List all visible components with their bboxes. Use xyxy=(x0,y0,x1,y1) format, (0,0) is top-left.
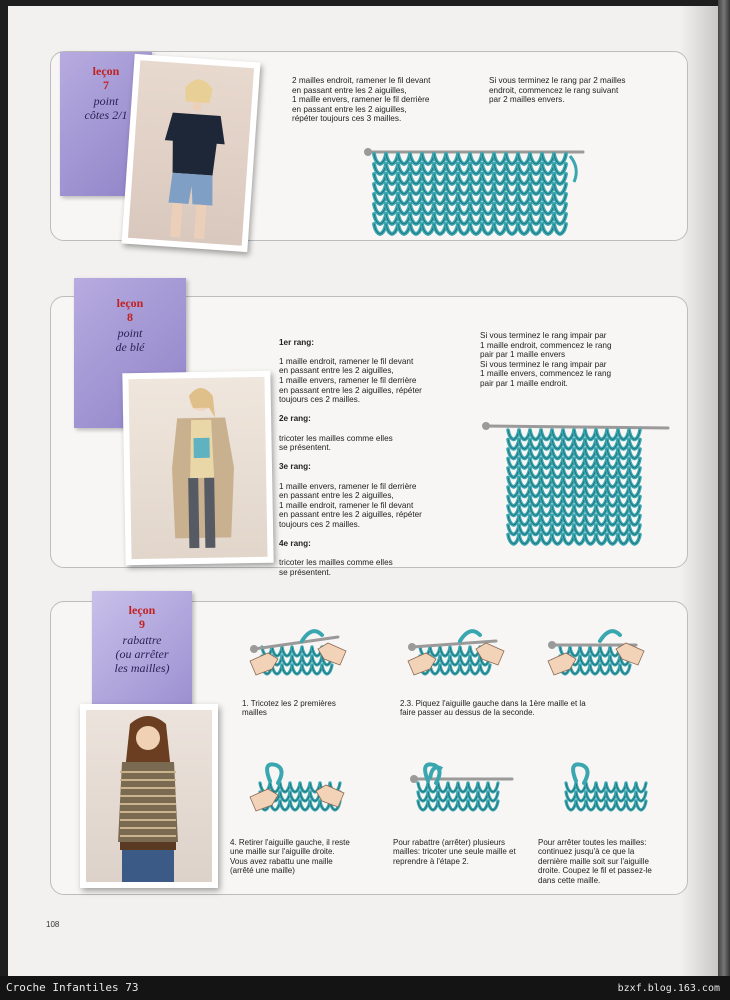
lesson8-seed-swatch-illustration xyxy=(478,414,658,544)
lesson9-step5-illustration xyxy=(400,761,510,831)
lesson9-caption-4: 4. Retirer l'aiguille gauche, il reste une maille sur l'aiguille droite. Vous avez rabattu une maille (arrêté une maille) xyxy=(230,838,350,876)
lesson9-caption-2-3: 2.3. Piquez l'aiguille gauche dans la 1ère maille et la faire passer au dessus de la seconde. xyxy=(400,699,586,718)
page-number: 108 xyxy=(46,920,60,929)
lesson9-tab xyxy=(92,591,192,711)
lesson9-title: rabattre (ou arrêter les mailles) xyxy=(114,633,170,675)
lesson9-number: 9 xyxy=(139,617,145,631)
lesson7-number: 7 xyxy=(103,78,109,92)
lesson8-row2-heading: 2e rang: xyxy=(279,414,311,424)
lesson7-instructions: 2 mailles endroit, ramener le fil devant en passant entre les 2 aiguilles, 1 maille envers, ramener le fil derrière en passant entre les 2 aiguilles, répéter toujours ces 3 mailles. xyxy=(292,76,431,124)
lesson9-caption-1: 1. Tricotez les 2 premières mailles xyxy=(242,699,336,718)
lesson8-row4-text: tricoter les mailles comme elles se présentent. xyxy=(279,558,393,577)
lesson9-step4-illustration xyxy=(242,761,352,831)
lesson8-row4-heading: 4e rang: xyxy=(279,539,311,549)
lesson8-row3-heading: 3e rang: xyxy=(279,462,311,472)
lesson9-caption-6: Pour arrêter toutes les mailles: continuez jusqu'à ce que la dernière maille soit sur l'aiguille droite. Coupez le fil et passez-le dans cette maille. xyxy=(538,838,652,885)
lesson8-lecon: leçon xyxy=(116,296,144,310)
lesson9-step3-illustration xyxy=(540,621,650,691)
lesson7-photo xyxy=(122,54,261,252)
lesson9-lecon: leçon xyxy=(128,603,156,617)
lesson8-row2-text: tricoter les mailles comme elles se présentent. xyxy=(279,433,393,453)
footer-watermark: bzxf.blog.163.com xyxy=(617,983,720,994)
lesson8-number: 8 xyxy=(127,310,133,324)
lesson7-title: point côtes 2/1 xyxy=(84,94,128,122)
lesson9-step6-illustration xyxy=(548,761,658,831)
lesson7-lecon: leçon xyxy=(92,64,120,78)
lesson9-photo xyxy=(80,704,218,888)
lesson8-row1-text: 1 maille endroit, ramener le fil devant en passant entre les 2 aiguilles, 1 maille envers, ramener le fil derrière en passant entre les 2 aiguilles, répéter toujours ces 2 mailles. xyxy=(279,356,422,405)
lesson9-caption-5: Pour rabattre (arrêter) plusieurs mailles: tricoter une seule maille et reprendre à l'étape 2. xyxy=(393,838,516,866)
lesson8-note: Si vous terminez le rang impair par 1 maille endroit, commencez le rang pair par 1 maille envers Si vous terminez le rang impair par 1 maille envers, commencez le rang pair par 1 maille endroit. xyxy=(480,331,612,388)
footer-title: Croche Infantiles 73 xyxy=(6,981,139,994)
footer-bar xyxy=(0,976,730,1000)
lesson8-instructions xyxy=(279,328,422,626)
magazine-page xyxy=(8,6,720,978)
book-spine xyxy=(718,0,730,1000)
lesson8-row3-text: 1 maille envers, ramener le fil derrière en passant entre les 2 aiguilles, 1 maille endroit, ramener le fil devant en passant entre les 2 aiguilles, répéter toujours ces 2 mailles. xyxy=(279,481,422,529)
lesson8-row1-heading: 1er rang: xyxy=(279,337,315,347)
lesson7-note: Si vous terminez le rang par 2 mailles endroit, commencez le rang suivant par 2 mailles envers. xyxy=(489,76,626,105)
lesson8-photo xyxy=(122,371,273,566)
lesson9-step1-illustration xyxy=(242,621,352,691)
lesson8-title: point de blé xyxy=(115,326,145,354)
lesson9-step2-illustration xyxy=(400,621,510,691)
lesson7-rib-swatch-illustration xyxy=(348,138,588,238)
